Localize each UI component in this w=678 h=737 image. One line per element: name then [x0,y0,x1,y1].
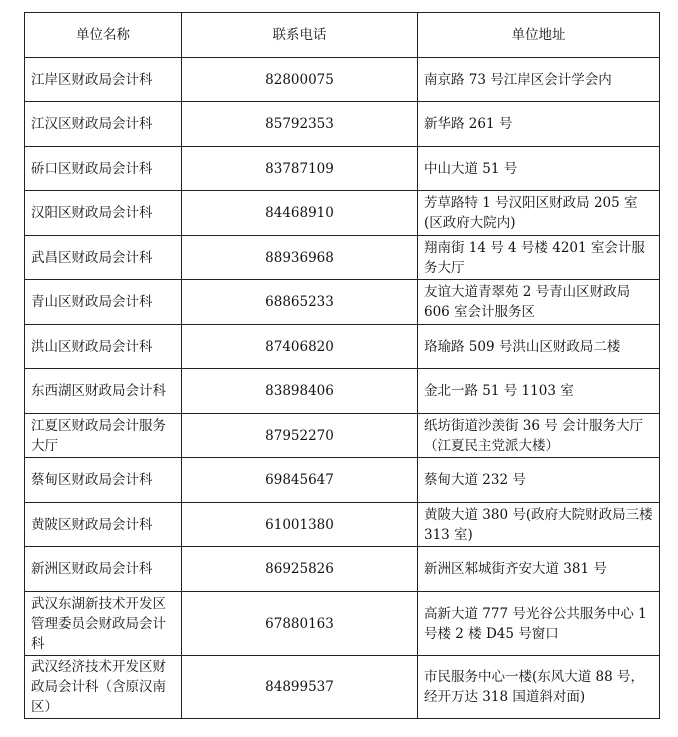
table-row [25,656,660,719]
phone-cell: 84468910 [182,191,418,236]
address-cell: 黄陂大道 380 号(政府大院财政局三楼 313 室) [418,503,660,547]
table-row [25,369,660,414]
phone-cell: 69845647 [182,458,418,503]
address-cell: 蔡甸大道 232 号 [418,458,660,503]
address-cell: 翔南街 14 号 4 号楼 4201 室会计服务大厅 [418,236,660,280]
phone-cell: 61001380 [182,503,418,547]
phone-cell: 67880163 [182,592,418,656]
table-row [25,414,660,458]
address-cell: 新洲区邾城街齐安大道 381 号 [418,547,660,592]
phone-cell: 87406820 [182,325,418,369]
table-row [25,325,660,369]
table-row [25,592,660,656]
table-header-row [25,13,660,58]
phone-cell: 86925826 [182,547,418,592]
unit-name-cell: 汉阳区财政局会计科 [25,191,182,236]
unit-name-cell: 洪山区财政局会计科 [25,325,182,369]
address-cell: 纸坊街道沙羡街 36 号 会计服务大厅（江夏民主党派大楼） [418,414,660,458]
phone-cell: 85792353 [182,102,418,147]
unit-name-cell: 东西湖区财政局会计科 [25,369,182,414]
phone-cell: 83787109 [182,147,418,191]
address-cell: 中山大道 51 号 [418,147,660,191]
header-phone: 联系电话 [182,13,418,58]
unit-name-cell: 江夏区财政局会计服务大厅 [25,414,182,458]
unit-name-cell: 青山区财政局会计科 [25,280,182,325]
address-cell: 市民服务中心一楼(东风大道 88 号，经开万达 318 国道斜对面) [418,656,660,719]
table-row [25,58,660,102]
table-row [25,280,660,325]
unit-name-cell: 硚口区财政局会计科 [25,147,182,191]
table-row [25,147,660,191]
phone-cell: 88936968 [182,236,418,280]
table-row [25,191,660,236]
unit-name-cell: 武昌区财政局会计科 [25,236,182,280]
unit-name-cell: 武汉经济技术开发区财政局会计科（含原汉南区） [25,656,182,719]
address-cell: 珞瑜路 509 号洪山区财政局二楼 [418,325,660,369]
address-cell: 金北一路 51 号 1103 室 [418,369,660,414]
header-address: 单位地址 [418,13,660,58]
table-row [25,547,660,592]
unit-name-cell: 江汉区财政局会计科 [25,102,182,147]
unit-name-cell: 新洲区财政局会计科 [25,547,182,592]
address-cell: 新华路 261 号 [418,102,660,147]
contact-table [24,12,660,719]
address-cell: 芳草路特 1 号汉阳区财政局 205 室(区政府大院内) [418,191,660,236]
phone-cell: 82800075 [182,58,418,102]
unit-name-cell: 江岸区财政局会计科 [25,58,182,102]
phone-cell: 84899537 [182,656,418,719]
table-row [25,458,660,503]
header-unit-name: 单位名称 [25,13,182,58]
address-cell: 高新大道 777 号光谷公共服务中心 1 号楼 2 楼 D45 号窗口 [418,592,660,656]
unit-name-cell: 黄陂区财政局会计科 [25,503,182,547]
phone-cell: 87952270 [182,414,418,458]
unit-name-cell: 蔡甸区财政局会计科 [25,458,182,503]
phone-cell: 83898406 [182,369,418,414]
address-cell: 友谊大道青翠苑 2 号青山区财政局 606 室会计服务区 [418,280,660,325]
phone-cell: 68865233 [182,280,418,325]
table-row [25,503,660,547]
table-row [25,102,660,147]
address-cell: 南京路 73 号江岸区会计学会内 [418,58,660,102]
table-row [25,236,660,280]
unit-name-cell: 武汉东湖新技术开发区管理委员会财政局会计科 [25,592,182,656]
contact-table-container [24,12,660,719]
